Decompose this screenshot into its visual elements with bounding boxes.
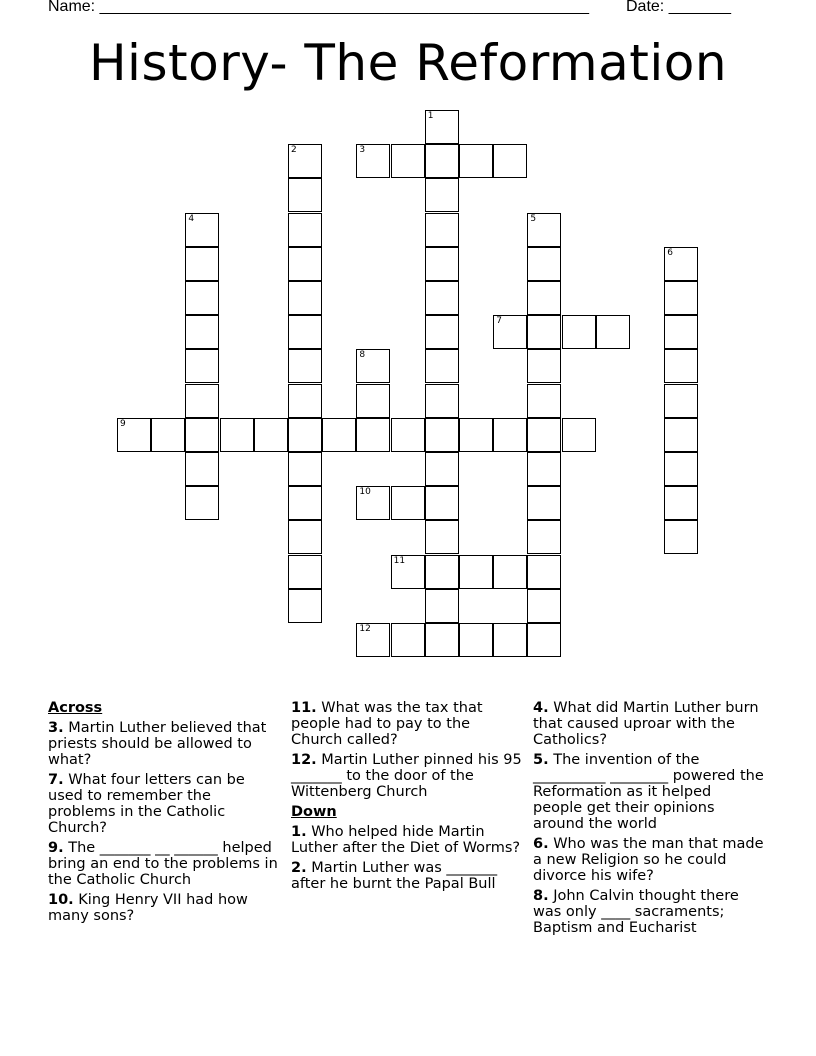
grid-cell[interactable] xyxy=(288,178,322,212)
grid-cell[interactable] xyxy=(288,384,322,418)
clue-number: 8 xyxy=(359,350,366,361)
grid-cell[interactable] xyxy=(391,418,425,452)
date-label: Date: xyxy=(626,0,665,15)
grid-cell[interactable] xyxy=(527,349,561,383)
grid-cell[interactable] xyxy=(527,281,561,315)
grid-cell[interactable] xyxy=(493,623,527,657)
grid-cell[interactable] xyxy=(425,384,459,418)
clue-number: 6 xyxy=(667,247,673,258)
across-heading: Across xyxy=(48,700,103,716)
grid-cell[interactable] xyxy=(664,247,698,281)
clue-column-1 xyxy=(48,700,280,928)
grid-cell[interactable] xyxy=(527,555,561,589)
grid-cell[interactable] xyxy=(527,315,561,349)
grid-cell[interactable] xyxy=(288,555,322,589)
grid-cell[interactable] xyxy=(562,315,596,349)
grid-cell[interactable] xyxy=(391,555,425,589)
grid-cell[interactable] xyxy=(288,315,322,349)
grid-cell[interactable] xyxy=(185,452,219,486)
grid-cell[interactable] xyxy=(425,452,459,486)
clue-across-7: 7. What four letters can be used to remember the problems in the Catholic Church? xyxy=(48,772,245,836)
clue-column-3 xyxy=(533,700,765,940)
grid-cell[interactable] xyxy=(425,281,459,315)
grid-cell[interactable] xyxy=(527,418,561,452)
grid-cell[interactable] xyxy=(664,520,698,554)
grid-cell[interactable] xyxy=(425,315,459,349)
grid-cell[interactable] xyxy=(562,418,596,452)
grid-cell[interactable] xyxy=(596,315,630,349)
clue-number: 9 xyxy=(120,418,126,429)
clue-number: 11 xyxy=(393,555,406,566)
grid-cell[interactable] xyxy=(527,384,561,418)
grid-cell[interactable] xyxy=(356,144,390,178)
clue-down-1: 1. Who helped hide Martin Luther after the Diet of Worms? xyxy=(291,824,521,856)
grid-cell[interactable] xyxy=(288,213,322,247)
page-title: History- The Reformation xyxy=(88,34,728,92)
grid-cell[interactable] xyxy=(459,144,493,178)
grid-cell[interactable] xyxy=(356,418,390,452)
name-blank[interactable]: _______________________________________________________ xyxy=(99,0,589,15)
grid-cell[interactable] xyxy=(151,418,185,452)
grid-cell[interactable] xyxy=(254,418,288,452)
grid-cell[interactable] xyxy=(459,555,493,589)
grid-cell[interactable] xyxy=(425,144,459,178)
grid-cell[interactable] xyxy=(664,418,698,452)
clue-number: 7 xyxy=(496,316,502,327)
grid-cell[interactable] xyxy=(425,589,459,623)
clue-number: 4 xyxy=(188,213,195,224)
grid-cell[interactable] xyxy=(425,418,459,452)
grid-cell[interactable] xyxy=(664,281,698,315)
grid-cell[interactable] xyxy=(391,623,425,657)
grid-cell[interactable] xyxy=(185,384,219,418)
clue-number: 3 xyxy=(359,145,366,156)
clue-across-12: 12. Martin Luther pinned his 95 _______ to the door of the Wittenberg Church xyxy=(291,752,522,800)
grid-cell[interactable] xyxy=(664,452,698,486)
grid-cell[interactable] xyxy=(185,349,219,383)
grid-cell[interactable] xyxy=(288,281,322,315)
clue-number: 12 xyxy=(359,624,371,634)
grid-cell[interactable] xyxy=(288,349,322,383)
grid-cell[interactable] xyxy=(527,589,561,623)
grid-cell[interactable] xyxy=(493,555,527,589)
grid-cell[interactable] xyxy=(288,144,322,178)
clue-down-4: 4. What did Martin Luther burn that caused uproar with the Catholics? xyxy=(533,700,759,748)
grid-cell[interactable] xyxy=(391,144,425,178)
grid-cell[interactable] xyxy=(493,144,527,178)
clue-down-2: 2. Martin Luther was _______ after he burnt the Papal Bull xyxy=(291,860,498,892)
grid-cell[interactable] xyxy=(664,486,698,520)
clue-across-11: 11. What was the tax that people had to pay to the Church called? xyxy=(291,700,483,748)
grid-cell[interactable] xyxy=(527,486,561,520)
grid-cell[interactable] xyxy=(664,315,698,349)
grid-cell[interactable] xyxy=(425,213,459,247)
grid-cell[interactable] xyxy=(425,520,459,554)
grid-cell[interactable] xyxy=(356,384,390,418)
grid-cell[interactable] xyxy=(425,110,459,144)
grid-cell[interactable] xyxy=(185,315,219,349)
grid-cell[interactable] xyxy=(425,555,459,589)
clue-down-6: 6. Who was the man that made a new Religion so he could divorce his wife? xyxy=(533,836,764,884)
grid-cell[interactable] xyxy=(185,247,219,281)
clue-across-10: 10. King Henry VII had how many sons? xyxy=(48,892,248,924)
grid-cell[interactable] xyxy=(527,452,561,486)
grid-cell[interactable] xyxy=(356,486,390,520)
grid-cell[interactable] xyxy=(288,589,322,623)
grid-cell[interactable] xyxy=(527,213,561,247)
grid-cell[interactable] xyxy=(322,418,356,452)
grid-cell[interactable] xyxy=(459,418,493,452)
clue-down-8: 8. John Calvin thought there was only ____ sacraments; Baptism and Eucharist xyxy=(533,888,739,936)
grid-cell[interactable] xyxy=(288,452,322,486)
grid-cell[interactable] xyxy=(459,623,493,657)
grid-cell[interactable] xyxy=(288,486,322,520)
down-heading: Down xyxy=(291,804,337,820)
grid-cell[interactable] xyxy=(527,520,561,554)
grid-cell[interactable] xyxy=(425,247,459,281)
grid-cell[interactable] xyxy=(117,418,151,452)
grid-cell[interactable] xyxy=(288,520,322,554)
date-blank[interactable]: _______ xyxy=(668,0,731,15)
grid-cell[interactable] xyxy=(220,418,254,452)
clue-across-3: 3. Martin Luther believed that priests should be allowed to what? xyxy=(48,720,267,768)
grid-cell[interactable] xyxy=(425,623,459,657)
grid-cell[interactable] xyxy=(185,486,219,520)
grid-cell[interactable] xyxy=(185,281,219,315)
name-label: Name: xyxy=(48,0,96,15)
grid-cell[interactable] xyxy=(425,349,459,383)
grid-cell[interactable] xyxy=(664,349,698,383)
grid-cell[interactable] xyxy=(493,418,527,452)
clue-number: 1 xyxy=(427,111,434,121)
clue-across-9: 9. The _______ __ ______ helped bring an end to the problems in the Catholic Church xyxy=(48,840,278,888)
grid-cell[interactable] xyxy=(185,418,219,452)
clue-number: 2 xyxy=(291,145,297,156)
grid-cell[interactable] xyxy=(425,486,459,520)
grid-cell[interactable] xyxy=(425,178,459,212)
clue-column-2 xyxy=(291,700,523,896)
clue-number: 10 xyxy=(359,487,371,498)
grid-cell[interactable] xyxy=(288,247,322,281)
grid-cell[interactable] xyxy=(527,623,561,657)
grid-cell[interactable] xyxy=(185,213,219,247)
grid-cell[interactable] xyxy=(356,623,390,657)
clue-number: 5 xyxy=(530,213,537,224)
clue-down-5: 5. The invention of the __________ ________ powered the Reformation as it helped people get their opinions around the world xyxy=(533,752,764,832)
grid-cell[interactable] xyxy=(493,315,527,349)
grid-cell[interactable] xyxy=(664,384,698,418)
grid-cell[interactable] xyxy=(288,418,322,452)
grid-cell[interactable] xyxy=(356,349,390,383)
grid-cell[interactable] xyxy=(391,486,425,520)
grid-cell[interactable] xyxy=(527,247,561,281)
